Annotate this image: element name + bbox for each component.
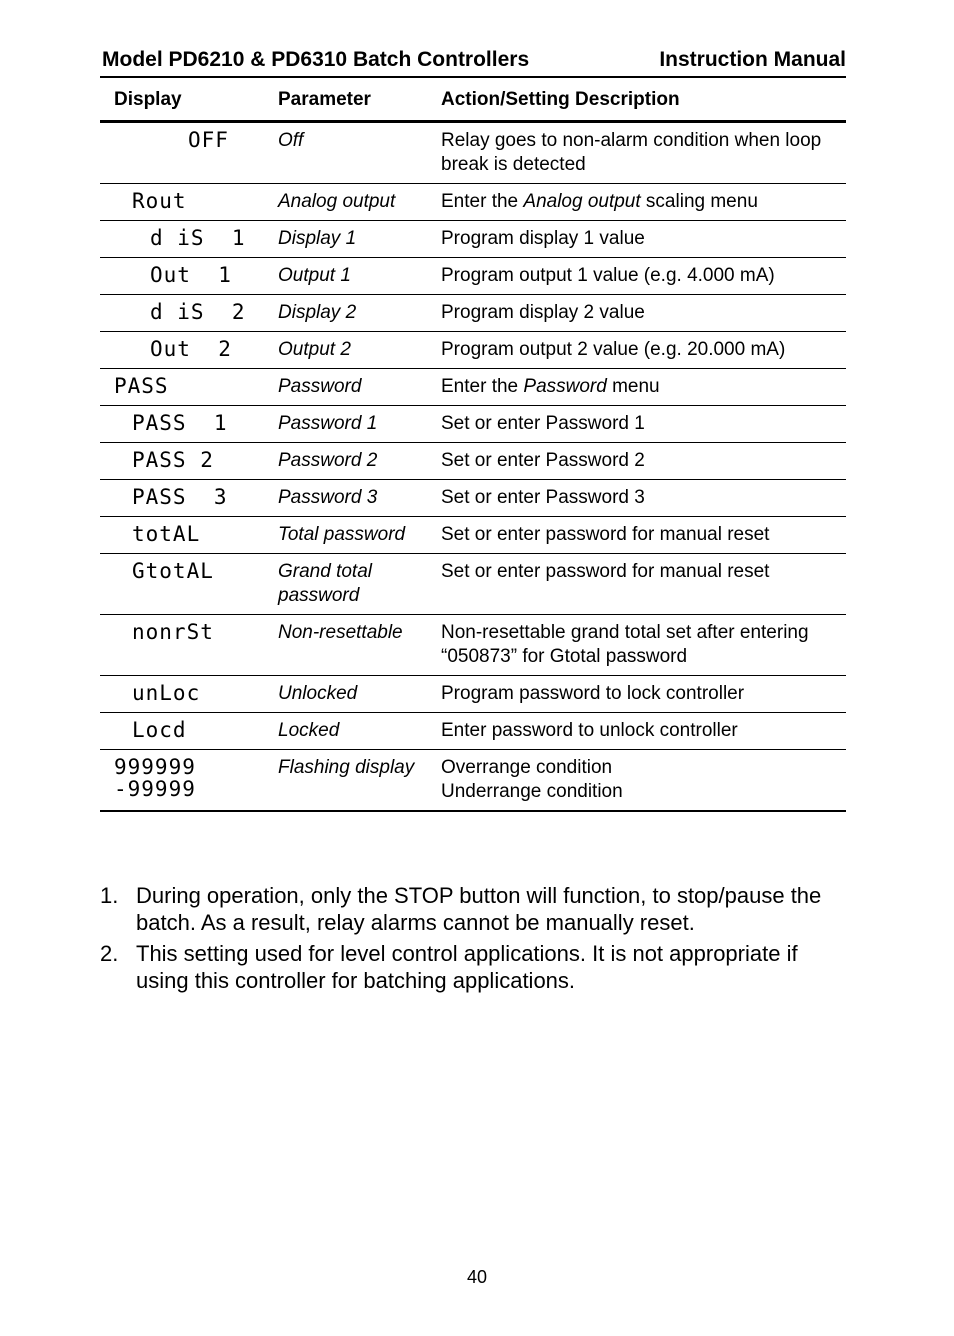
table-row — [100, 122, 846, 184]
parameter-name: Display 1 — [278, 221, 441, 258]
parameter-name: Locked — [278, 713, 441, 750]
description-text: Enter the Analog output scaling menu — [441, 184, 846, 221]
parameter-name: Off — [278, 122, 441, 184]
description-text: Set or enter password for manual reset — [441, 517, 846, 554]
table-row — [100, 480, 846, 517]
column-header-parameter: Parameter — [278, 80, 441, 122]
table-row — [100, 221, 846, 258]
parameter-name: Grand total password — [278, 554, 441, 615]
description-text: Program output 2 value (e.g. 20.000 mA) — [441, 332, 846, 369]
description-text — [441, 750, 846, 812]
lcd-display-text: GtotAL — [132, 559, 214, 583]
table-row — [100, 676, 846, 713]
lcd-display-text: d iS 2 — [150, 300, 246, 324]
lcd-display-text: PASS 1 — [132, 411, 228, 435]
table-row — [100, 713, 846, 750]
lcd-display-text: 999999 — [114, 755, 196, 779]
underrange-text: Underrange condition — [441, 781, 623, 802]
column-header-description: Action/Setting Description — [441, 80, 846, 122]
lcd-display-text-negative: -99999 — [114, 777, 196, 801]
table-row — [100, 184, 846, 221]
description-text: Program display 2 value — [441, 295, 846, 332]
footnote-number: 1. — [100, 883, 119, 908]
column-header-display: Display — [100, 80, 278, 122]
description-text: Non-resettable grand total set after entering “050873” for Gtotal password — [441, 615, 846, 676]
footnote-item — [100, 882, 846, 936]
parameter-name: Unlocked — [278, 676, 441, 713]
description-text: Enter password to unlock controller — [441, 713, 846, 750]
table-row — [100, 615, 846, 676]
parameter-name: Output 1 — [278, 258, 441, 295]
lcd-display-text: nonrSt — [132, 620, 214, 644]
description-text: Program display 1 value — [441, 221, 846, 258]
table-row — [100, 369, 846, 406]
lcd-display-text: Rout — [132, 189, 187, 213]
parameter-name: Non-resettable — [278, 615, 441, 676]
parameter-name: Password — [278, 369, 441, 406]
parameter-table — [100, 80, 846, 812]
lcd-display-text: PASS — [114, 374, 169, 398]
footnote-text: This setting used for level control applications. It is not appropriate if using this controller for batching applications. — [136, 941, 798, 993]
header-title: Model PD6210 & PD6310 Batch Controllers — [102, 48, 530, 71]
header-manual-label: Instruction Manual — [659, 48, 846, 71]
lcd-display-text: d iS 1 — [150, 226, 246, 250]
lcd-display-text: Out 2 — [150, 337, 232, 361]
description-text: Program output 1 value (e.g. 4.000 mA) — [441, 258, 846, 295]
overrange-text: Overrange condition — [441, 757, 613, 778]
lcd-display-text: Out 1 — [150, 263, 232, 287]
description-text: Set or enter Password 2 — [441, 443, 846, 480]
parameter-name: Password 2 — [278, 443, 441, 480]
table-row — [100, 517, 846, 554]
table-row — [100, 554, 846, 615]
page-header — [100, 46, 846, 78]
table-row — [100, 332, 846, 369]
description-text: Set or enter password for manual reset — [441, 554, 846, 615]
parameter-name: Password 3 — [278, 480, 441, 517]
parameter-name: Flashing display — [278, 750, 441, 812]
parameter-name: Total password — [278, 517, 441, 554]
parameter-name: Analog output — [278, 184, 441, 221]
parameter-name: Password 1 — [278, 406, 441, 443]
lcd-display-text: PASS 3 — [132, 485, 228, 509]
parameter-name: Display 2 — [278, 295, 441, 332]
lcd-display-text: totAL — [132, 522, 201, 546]
table-row — [100, 406, 846, 443]
lcd-display-text: OFF — [188, 128, 229, 152]
lcd-display-text: unLoc — [132, 681, 201, 705]
table-row — [100, 258, 846, 295]
table-row — [100, 295, 846, 332]
footnote-number: 2. — [100, 941, 119, 966]
page-number: 40 — [466, 1267, 488, 1287]
table-header-row — [100, 80, 846, 122]
description-text: Relay goes to non-alarm condition when loop break is detected — [441, 122, 846, 184]
description-text: Enter the Password menu — [441, 369, 846, 406]
description-text: Set or enter Password 3 — [441, 480, 846, 517]
lcd-display-text: Locd — [132, 718, 187, 742]
footnote-item — [100, 940, 846, 994]
parameter-name: Output 2 — [278, 332, 441, 369]
lcd-display-text: PASS 2 — [132, 448, 214, 472]
footnotes — [100, 882, 846, 998]
footnote-text: During operation, only the STOP button will function, to stop/pause the batch. As a result, relay alarms cannot be manually reset. — [136, 883, 822, 935]
description-text: Set or enter Password 1 — [441, 406, 846, 443]
table-row — [100, 750, 846, 812]
table-row — [100, 443, 846, 480]
description-text: Program password to lock controller — [441, 676, 846, 713]
